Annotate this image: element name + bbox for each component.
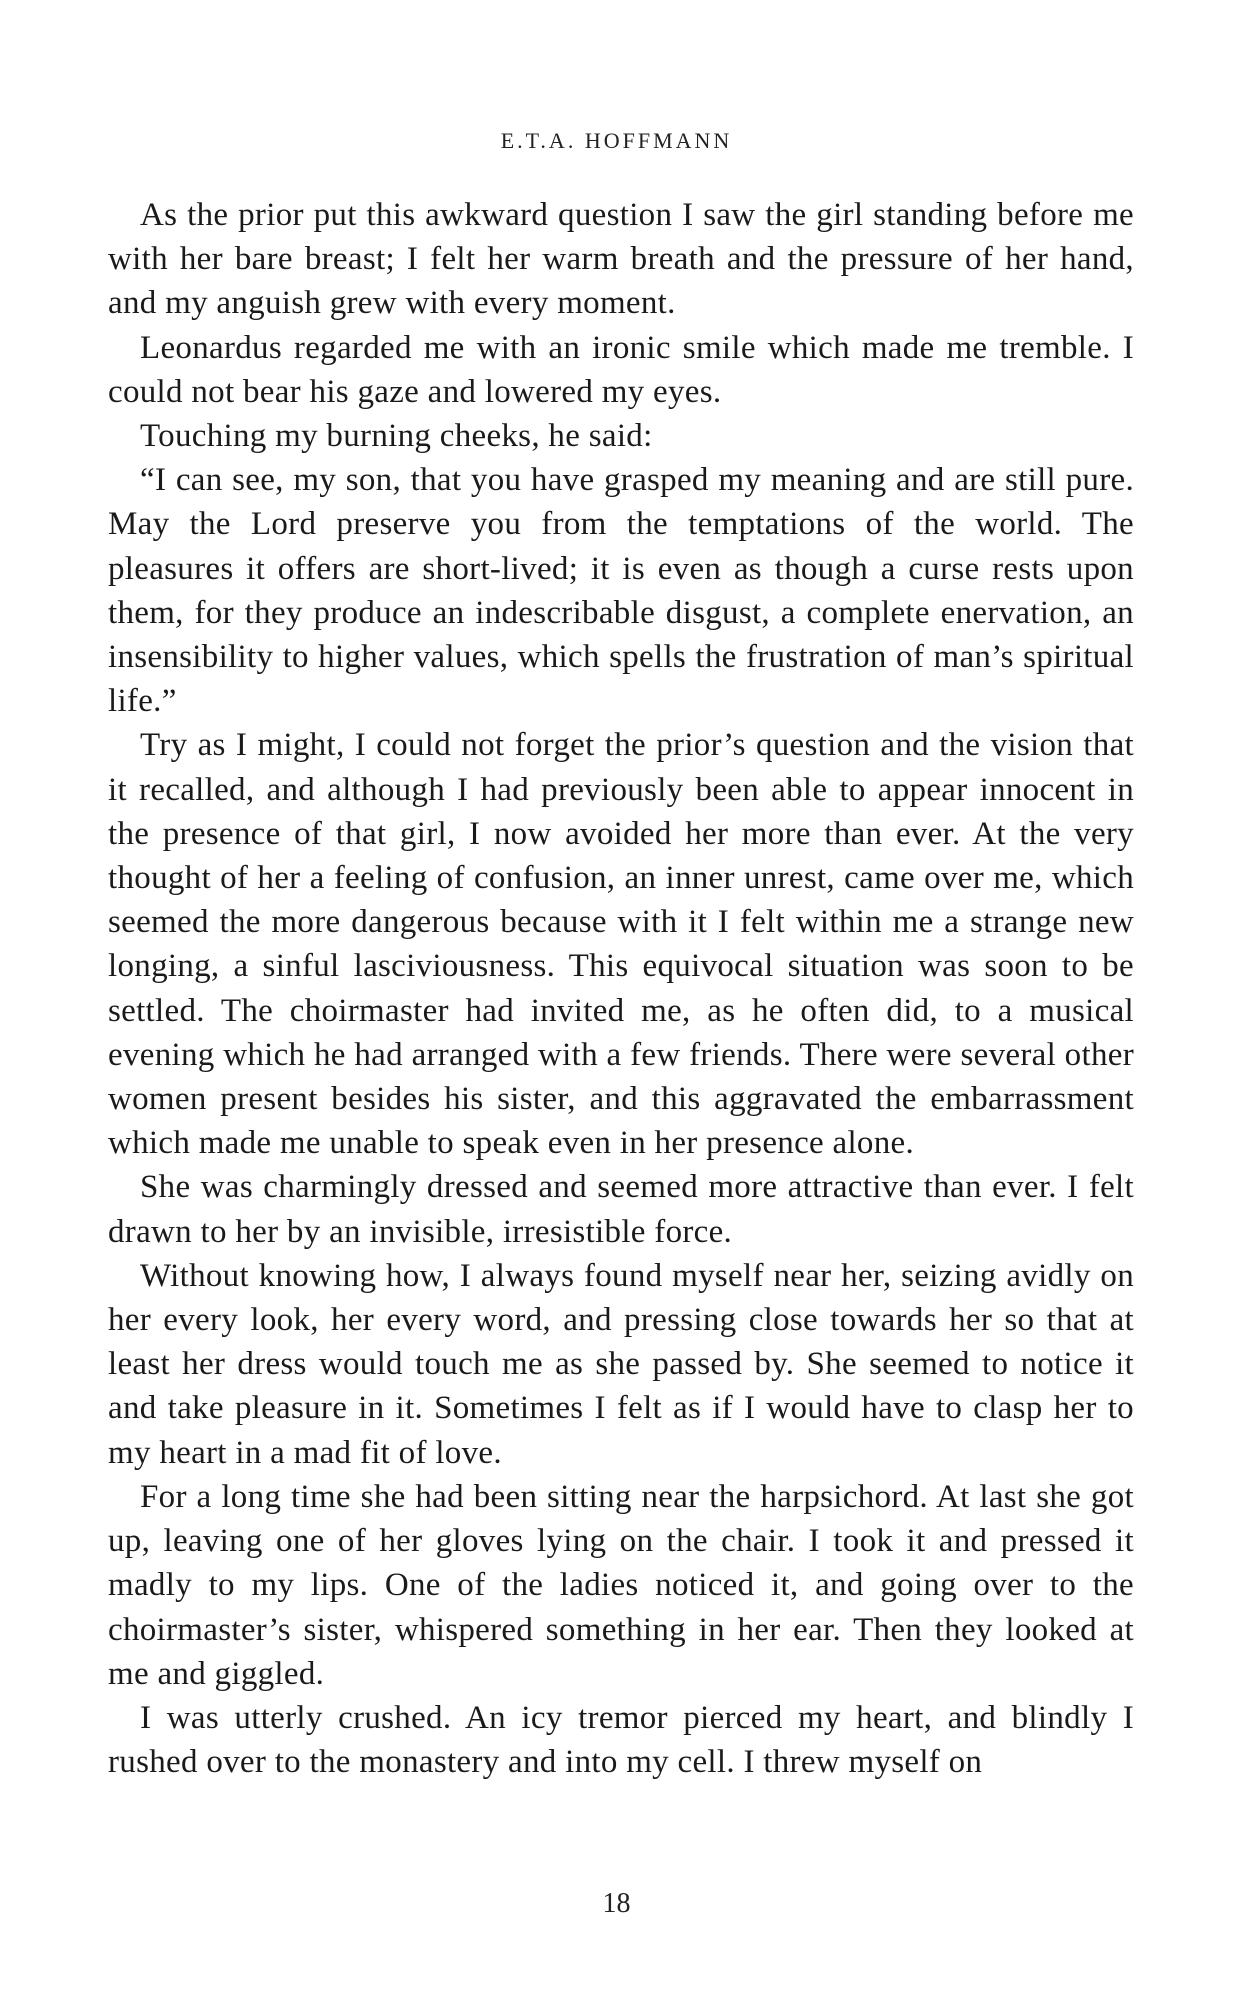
paragraph: For a long time she had been sitting near the harpsichord. At last she got up, leaving one of her gloves lying on the chair. I took it and pressed it madly to my lips. One of the ladies noticed it, and going over to the choirmaster’s sister, whispered something in her ear. Then they looked at me and giggled. bbox=[108, 1478, 1134, 1692]
body-text bbox=[108, 193, 1134, 1784]
paragraph: I was utterly crushed. An icy tremor pierced my heart, and blindly I rushed over to the monastery and into my cell. I threw myself on bbox=[108, 1699, 1134, 1781]
paragraph: Try as I might, I could not forget the prior’s question and the vision that it recalled, and although I had previously been able to appear innocent in the presence of that girl, I now avoided her more than ever. At the very thought of her a feeling of confusion, an inner unrest, came over me, which seemed the more dangerous because with it I felt within me a strange new longing, a sinful lasciviousness. This equivocal situation was soon to be settled. The choirmaster had invited me, as he often did, to a musical evening which he had arranged with a few friends. There were several other women present besides his sister, and this aggravated the embarrassment which made me unable to speak even in her presence alone. bbox=[108, 727, 1134, 1162]
paragraph: Leonardus regarded me with an ironic smile which made me tremble. I could not bear his gaze and lowered my eyes. bbox=[108, 329, 1134, 410]
paragraph: She was charmingly dressed and seemed more attractive than ever. I felt drawn to her by an invisible, irresistible force. bbox=[108, 1169, 1134, 1250]
paragraph: Without knowing how, I always found myself near her, seizing avidly on her every look, her every word, and pressing close towards her so that at least her dress would touch me as she passed by. She seemed to notice it and take pleasure in it. Sometimes I felt as if I would have to clasp her to my heart in a mad fit of love. bbox=[108, 1257, 1134, 1471]
page-number: 18 bbox=[602, 1888, 631, 1919]
paragraph: “I can see, my son, that you have grasped my meaning and are still pure. May the Lord preserve you from the temptations of the world. The pleasures it offers are short-lived; it is even as though a curse rests upon them, for they produce an indescribable disgust, a complete enervation, an insensibility to higher values, which spells the frustration of man’s spiritual life.” bbox=[108, 462, 1134, 720]
paragraph: Touching my burning cheeks, he said: bbox=[140, 418, 653, 455]
paragraph: As the prior put this awkward question I saw the girl standing before me with her bare breast; I felt her warm breath and the pressure of her hand, and my anguish grew with every moment. bbox=[108, 197, 1134, 322]
running-head: E.T.A. HOFFMANN bbox=[500, 128, 733, 153]
